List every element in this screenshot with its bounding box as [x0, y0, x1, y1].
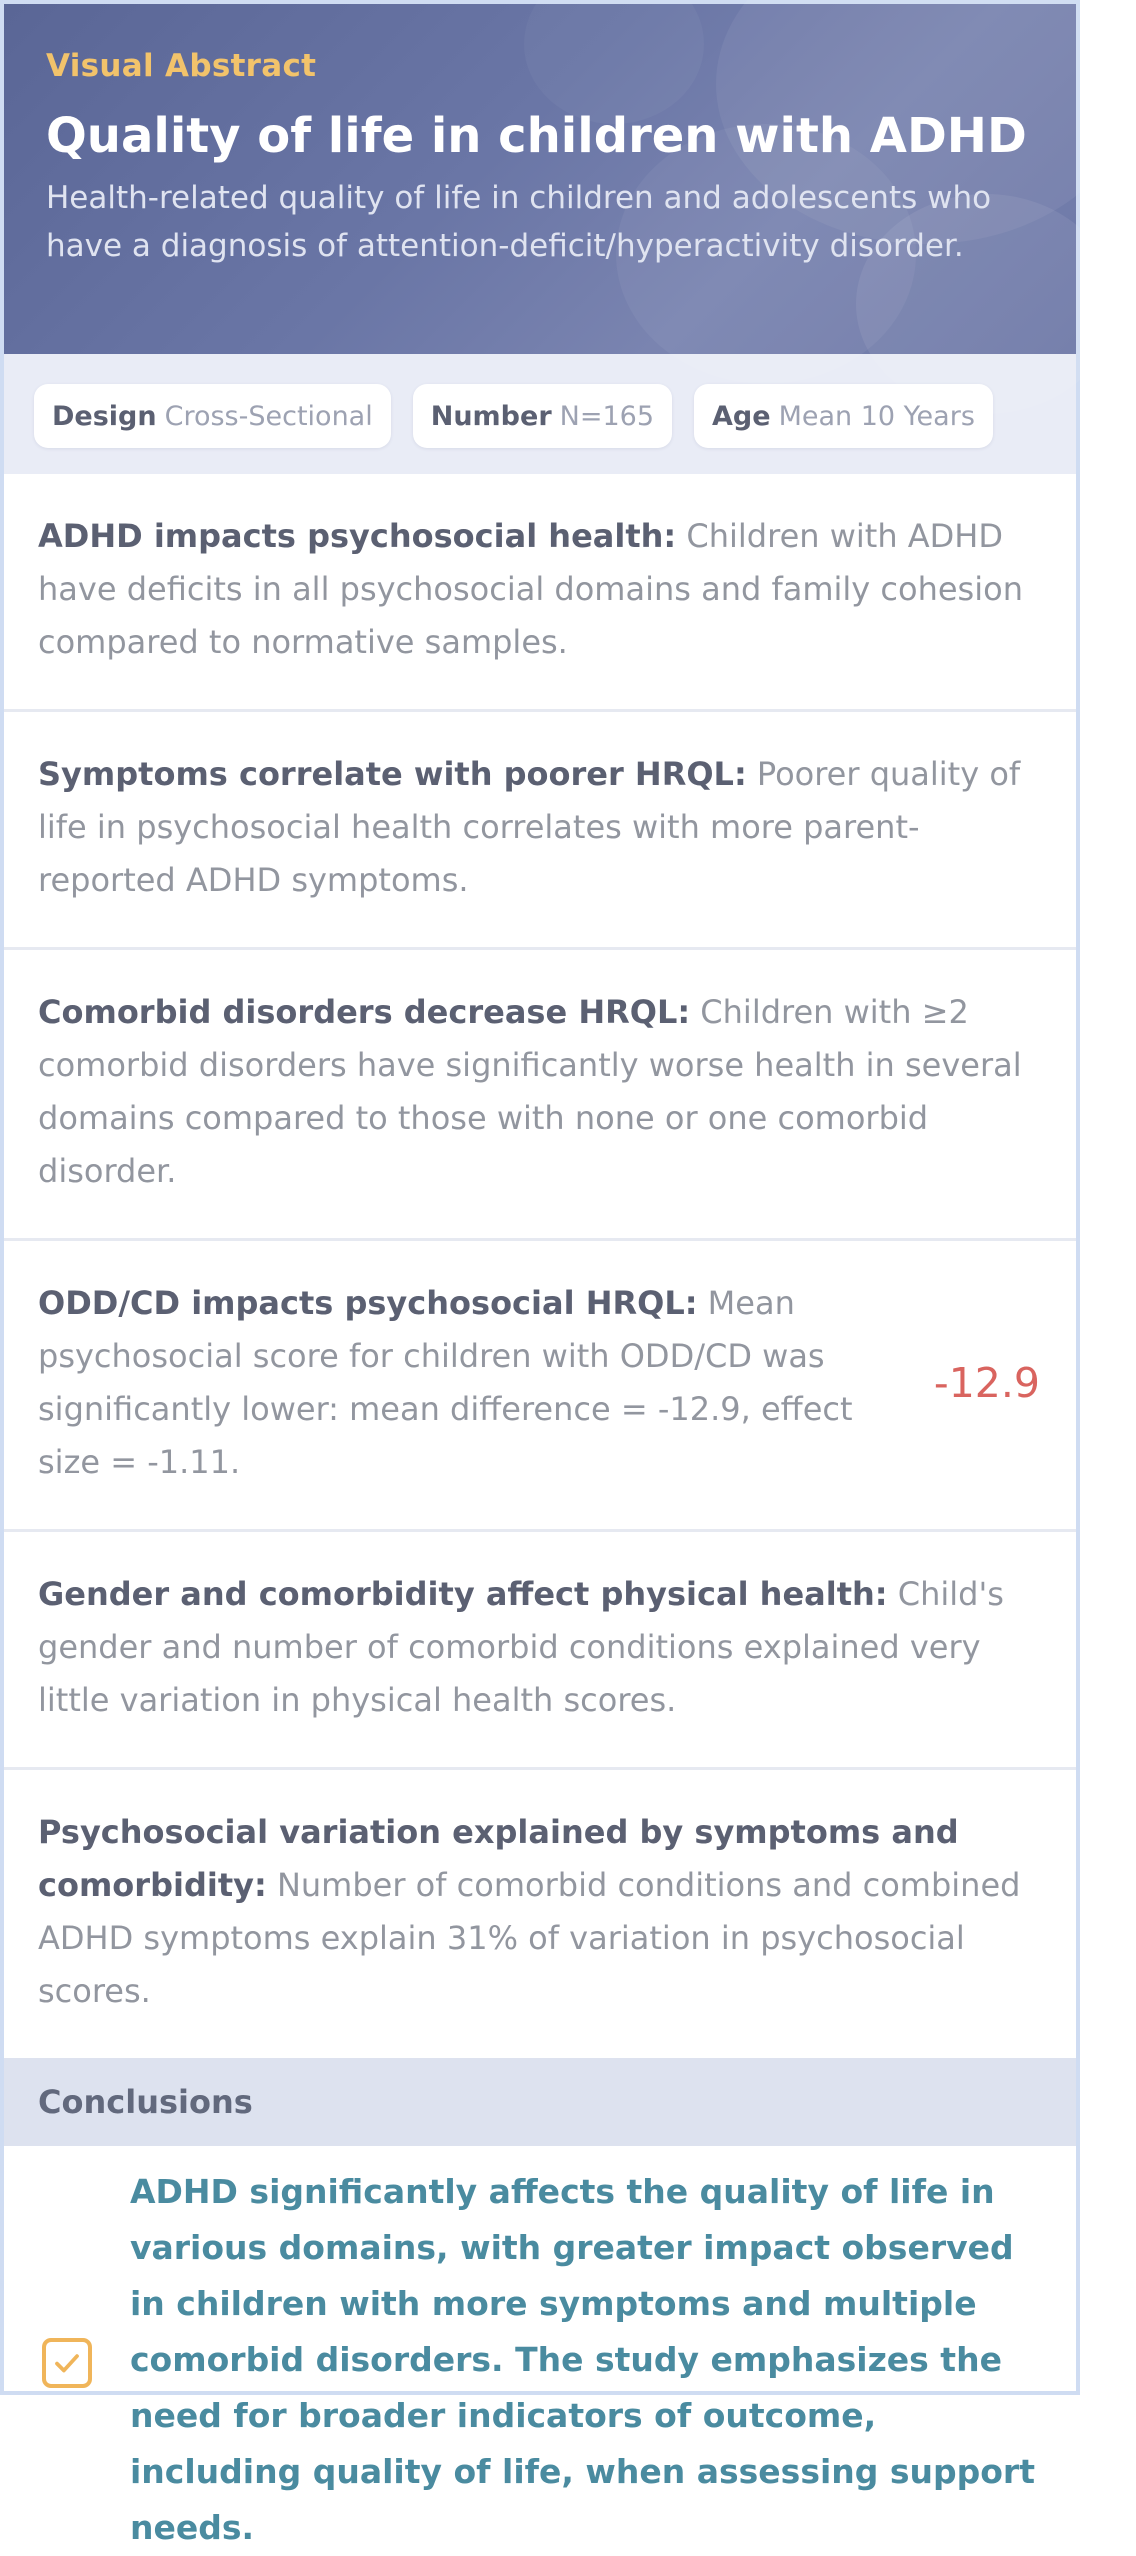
finding-lead: Gender and comorbidity affect physical health: [38, 1575, 888, 1613]
meta-chip-number [413, 384, 672, 448]
checkmark-icon [52, 2348, 82, 2378]
checkbox-icon-wrap [42, 2332, 130, 2388]
finding-text: Children with ADHD have deficits in all psychosocial domains and family cohesion compared to normative samples. [38, 517, 1023, 661]
finding-text: Poorer quality of life in psychosocial health correlates with more parent-reported ADHD symptoms. [38, 755, 1021, 899]
finding-lead: Comorbid disorders decrease HRQL: [38, 993, 691, 1031]
meta-value: Cross-Sectional [164, 400, 373, 432]
finding-lead: ADHD impacts psychosocial health: [38, 517, 677, 555]
finding-item [4, 474, 1076, 712]
meta-value: Mean 10 Years [778, 400, 975, 432]
finding-lead: Psychosocial variation explained by symptoms and comorbidity: [38, 1813, 959, 1904]
finding-item [4, 712, 1076, 950]
conclusions-heading: Conclusions [4, 2058, 1076, 2146]
finding-item [4, 950, 1076, 1241]
finding-text: Mean psychosocial score for children with ODD/CD was significantly lower: mean difference = -12.9, effect size = -1.11. [38, 1284, 853, 1481]
conclusions-text: ADHD significantly affects the quality of life in various domains, with greater impact observed in children with more symptoms and multiple comorbid disorders. The study emphasizes the need for broader indicators of outcome, including quality of life, when assessing support needs. [130, 2172, 1035, 2547]
finding-item [4, 1241, 1076, 1532]
meta-chip-design [34, 384, 391, 448]
finding-item [4, 1532, 1076, 1770]
meta-key: Number [430, 400, 552, 432]
eyebrow-label: Visual Abstract [46, 48, 317, 84]
page-subtitle: Health-related quality of life in children and adolescents who have a diagnosis of attention-deficit/hyperactivity disorder. [46, 180, 992, 264]
finding-body [38, 1277, 916, 1489]
finding-lead: ODD/CD impacts psychosocial HRQL: [38, 1284, 698, 1322]
finding-stat: -12.9 [933, 1358, 1040, 1407]
checkbox-icon [42, 2338, 92, 2388]
finding-item [4, 1770, 1076, 2058]
finding-lead: Symptoms correlate with poorer HRQL: [38, 755, 747, 793]
conclusions-body [4, 2146, 1076, 2556]
meta-key: Age [712, 400, 771, 432]
finding-text: Child's gender and number of comorbid conditions explained very little variation in physical health scores. [38, 1575, 1004, 1719]
finding-text: Number of comorbid conditions and combined ADHD symptoms explain 31% of variation in psychosocial scores. [38, 1866, 1021, 2010]
meta-value: N=165 [559, 400, 655, 432]
finding-text: Children with ≥2 comorbid disorders have significantly worse health in several domains compared to those with none or one comorbid disorder. [38, 993, 1022, 1190]
meta-key: Design [52, 400, 157, 432]
page-title: Quality of life in children with ADHD [46, 108, 1027, 164]
header-banner [4, 4, 1076, 354]
